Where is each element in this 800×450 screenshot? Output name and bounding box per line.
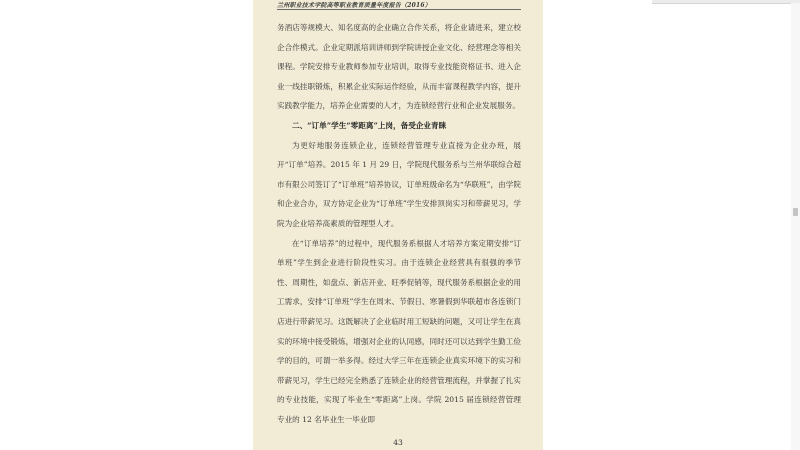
window-tab-strip xyxy=(652,0,800,4)
header-rule xyxy=(277,9,521,10)
paragraph-training-process: 在“订单培养”的过程中，现代服务系根据人才培养方案定期安排“订单班”学生到企业进行阶段性实习。由于连锁企业经营具有很强的季节性、周期性，如盘点、新店开业、旺季促销等，现代服务系根据企业的用工需求，安排“订单班”学生在周末、节假日、寒暑假到华联超市各连锁门店进行带薪见习。这既解决了企业临时用工短缺的问题，又可让学生在真实的环境中接受锻炼，增强对企业的认同感，同时还可以达到学生勤工俭学的目的，可谓一举多得。经过大学三年在连锁企业真实环境下的实习和带薪见习，学生已经完全熟悉了连锁企业的经营管理流程，并掌握了扎实的专业技能，实现了毕业生“零距离”上岗。学院 2015 届连锁经营管理专业的 12 名毕业生一毕业即 xyxy=(277,238,521,424)
section-heading: 二、“订单”学生“零距离”上岗，备受企业青睐 xyxy=(292,120,447,130)
running-header: 兰州职业技术学院高等职业教育质量年度报告（2016） xyxy=(277,2,431,9)
paragraph-order-class: 为更好地服务连锁企业，连锁经营管理专业直接为企业办班，展开“订单”培养。2015 年 1 月 29 日，学院现代服务系与兰州华联综合超市有限公司签订了“订单班”培养协议，订单班级命名为“华联班”，由学院和企业合办，双方协定企业为“订单班”学生安排顶岗实习和带薪见习，学院为企业培养高素质的管理型人才。 xyxy=(277,140,521,228)
paragraph-continued: 务酒店等规模大、知名度高的企业确立合作关系，将企业请进来，建立校企合作模式。企业定期派培训讲师到学院讲授企业文化、经营理念等相关课程。学院安排专业教师参加专业培训，取得专业技能资格证书、进入企业一线挂职锻炼，积累企业实际运作经验，从而丰富课程教学内容，提升实践教学能力，培养企业需要的人才，为连锁经营行业和企业发展服务。 xyxy=(277,23,521,111)
page-body xyxy=(277,18,521,429)
page-number: 43 xyxy=(393,438,403,447)
vertical-scrollbar[interactable] xyxy=(791,3,800,450)
document-page xyxy=(253,0,543,450)
scrollbar-thumb[interactable] xyxy=(793,208,798,216)
